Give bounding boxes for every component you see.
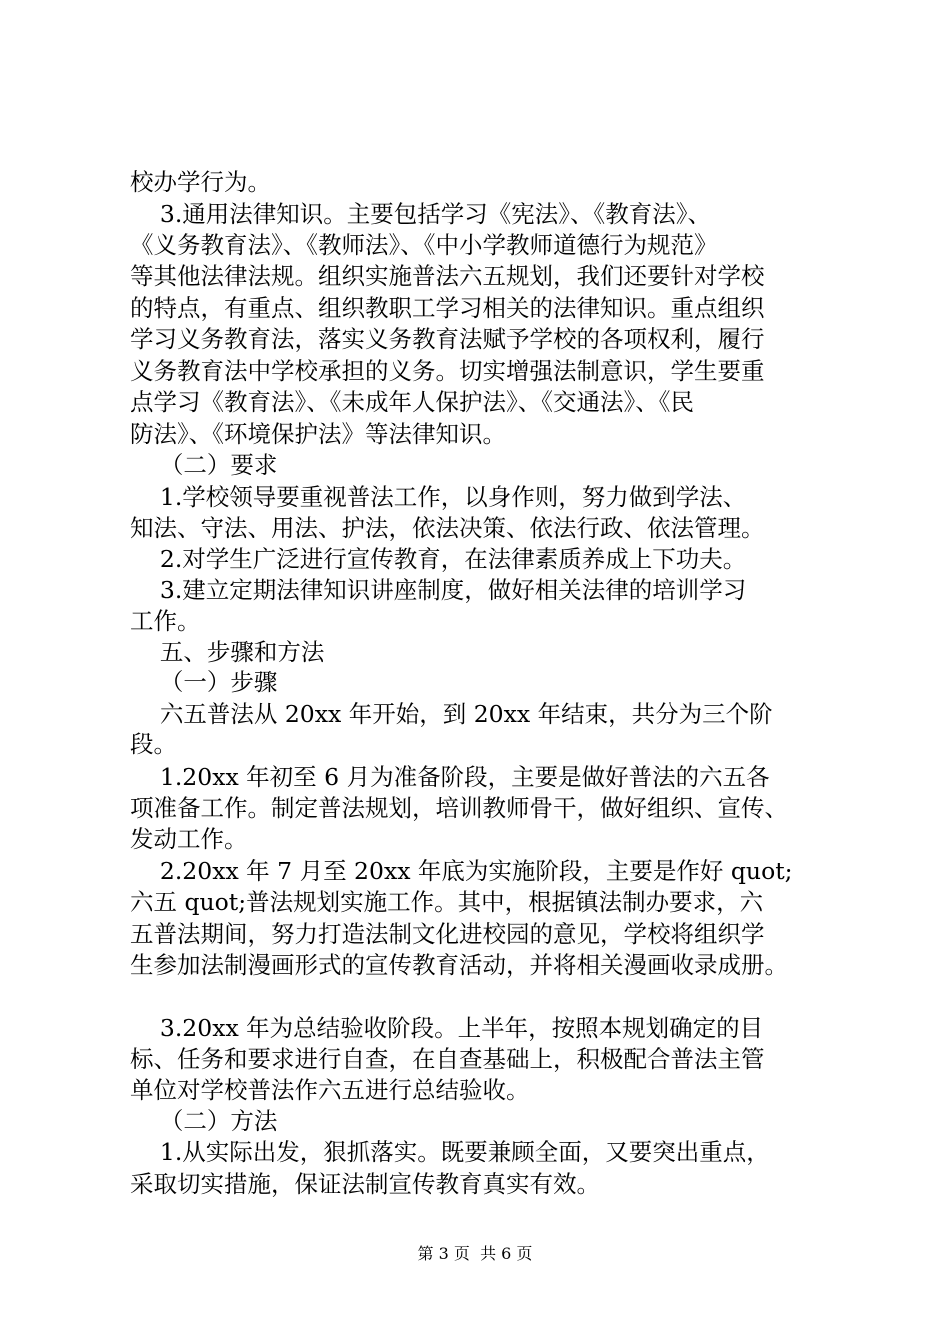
- text-line: 1.从实际出发，狠抓落实。既要兼顾全面，又要突出重点，: [130, 1138, 770, 1166]
- text-line: 校办学行为。: [130, 168, 271, 196]
- text-line: 生参加法制漫画形式的宣传教育活动，并将相关漫画收录成册。: [130, 951, 788, 979]
- section-heading: （二）方法: [130, 1107, 278, 1135]
- page-number: 第 3 页 共 6 页: [417, 1244, 533, 1263]
- text-line: 单位对学校普法作六五进行总结验收。: [130, 1076, 530, 1104]
- text-line: 2.20xx 年 7 月至 20xx 年底为实施阶段，主要是作好 quot;: [130, 857, 793, 885]
- text-line: 1.20xx 年初至 6 月为准备阶段，主要是做好普法的六五各: [130, 763, 770, 791]
- text-line: 的特点，有重点、组织教职工学习相关的法律知识。重点组织: [130, 294, 765, 322]
- text-line: 五普法期间，努力打造法制文化进校园的意见，学校将组织学: [130, 920, 765, 948]
- text-line: 项准备工作。制定普法规划，培训教师骨干，做好组织、宣传、: [130, 794, 788, 822]
- text-line: 防法》、《环境保护法》等法律知识。: [130, 420, 506, 448]
- text-line: 采取切实措施，保证法制宣传教育真实有效。: [130, 1170, 600, 1198]
- section-heading: 五、步骤和方法: [130, 638, 325, 666]
- text-line: 六五普法从 20xx 年开始，到 20xx 年结束，共分为三个阶: [130, 700, 773, 728]
- text-line: 工作。: [130, 607, 201, 635]
- text-line: 发动工作。: [130, 825, 248, 853]
- text-line: 标、任务和要求进行自查，在自查基础上，积极配合普法主管: [130, 1045, 765, 1073]
- text-line: 1.学校领导要重视普法工作，以身作则，努力做到学法、: [130, 483, 747, 511]
- text-line: 六五 quot;普法规划实施工作。其中，根据镇法制办要求，六: [130, 888, 764, 916]
- text-line: 3.建立定期法律知识讲座制度，做好相关法律的培训学习: [130, 576, 747, 604]
- text-line: 等其他法律法规。组织实施普法六五规划，我们还要针对学校: [130, 262, 765, 290]
- text-line: 义务教育法中学校承担的义务。切实增强法制意识，学生要重: [130, 357, 765, 385]
- text-line: 学习义务教育法，落实义务教育法赋予学校的各项权利，履行: [130, 325, 765, 353]
- section-heading: （一）步骤: [130, 668, 278, 696]
- text-line: 2.对学生广泛进行宣传教育，在法律素质养成上下功夫。: [130, 545, 747, 573]
- text-line: 知法、守法、用法、护法，依法决策、依法行政、依法管理。: [130, 514, 765, 542]
- text-line: 3.20xx 年为总结验收阶段。上半年，按照本规划确定的目: [130, 1014, 764, 1042]
- text-line: 段。: [130, 730, 177, 758]
- text-line: 3.通用法律知识。主要包括学习《宪法》、《教育法》、: [130, 200, 712, 228]
- section-heading: （二）要求: [130, 451, 278, 479]
- text-line: 点学习《教育法》、《未成年人保护法》、《交通法》、《民: [130, 388, 694, 416]
- text-line: 《义务教育法》、《教师法》、《中小学教师道德行为规范》: [130, 231, 718, 259]
